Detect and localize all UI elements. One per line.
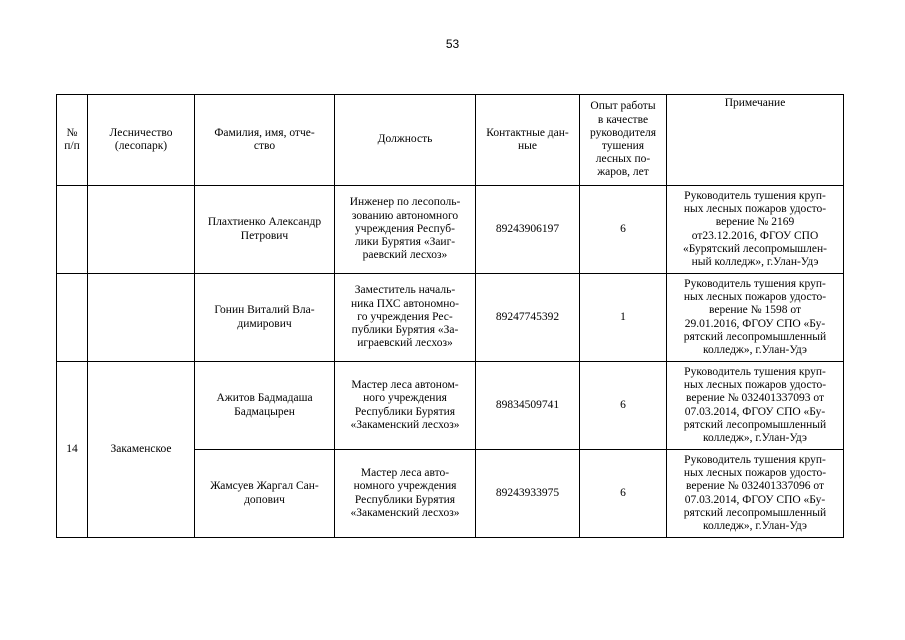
- row-position-cell: Мастер леса авто- номного учреждения Республики Бурятия «Закаменский лесхоз»: [335, 450, 476, 538]
- header-forestry: Лесничество (лесопарк): [88, 95, 195, 186]
- row-name-cell: Жамсуев Жаргал Сан- допович: [195, 450, 335, 538]
- table-header-row: [57, 95, 844, 186]
- table-row: [57, 186, 844, 274]
- row-number-cell: [57, 274, 88, 362]
- row-name-cell: Гонин Виталий Вла- димирович: [195, 274, 335, 362]
- row-note-cell: Руководитель тушения круп- ных лесных пожаров удосто- верение № 032401337096 от 07.03.2014, ФГОУ СПО «Бу- рятский лесопромышленный колледж», г.Улан-Удэ: [667, 450, 844, 538]
- row-number-cell: [57, 186, 88, 274]
- row-note-cell: Руководитель тушения круп- ных лесных пожаров удосто- верение № 032401337093 от 07.03.2014, ФГОУ СПО «Бу- рятский лесопромышленный колледж», г.Улан-Удэ: [667, 362, 844, 450]
- page-number: 53: [445, 37, 460, 51]
- forest-fire-managers-table: [56, 94, 844, 538]
- row-contact-cell: 89247745392: [476, 274, 580, 362]
- table-row: [57, 274, 844, 362]
- header-number: № п/п: [57, 95, 88, 186]
- row-forestry-cell: Закаменское: [88, 362, 195, 538]
- row-forestry-cell: [88, 274, 195, 362]
- header-experience: Опыт работы в качестве руководителя тушения лесных по- жаров, лет: [580, 95, 667, 186]
- row-position-cell: Мастер леса автоном- ного учреждения Республики Бурятия «Закаменский лесхоз»: [335, 362, 476, 450]
- row-position-cell: Инженер по лесополь- зованию автономного учреждения Респуб- лики Бурятия «Заиг- раевский лесхоз»: [335, 186, 476, 274]
- table-row: [57, 362, 844, 450]
- header-full-name: Фамилия, имя, отче- ство: [195, 95, 335, 186]
- row-experience-cell: 6: [580, 450, 667, 538]
- row-experience-cell: 6: [580, 186, 667, 274]
- row-contact-cell: 89243933975: [476, 450, 580, 538]
- row-name-cell: Ажитов Бадмадаша Бадмацырен: [195, 362, 335, 450]
- row-forestry-cell: [88, 186, 195, 274]
- row-position-cell: Заместитель началь- ника ПХС автономно- го учреждения Рес- публики Бурятия «За- играевский лесхоз»: [335, 274, 476, 362]
- header-note: Примечание: [667, 95, 844, 186]
- header-contact: Контактные дан- ные: [476, 95, 580, 186]
- row-note-cell: Руководитель тушения круп- ных лесных пожаров удосто- верение № 1598 от 29.01.2016, ФГОУ СПО «Бу- рятский лесопромышленный колледж», г.Улан-Удэ: [667, 274, 844, 362]
- row-experience-cell: 6: [580, 362, 667, 450]
- row-number-cell: 14: [57, 362, 88, 538]
- row-contact-cell: 89834509741: [476, 362, 580, 450]
- row-contact-cell: 89243906197: [476, 186, 580, 274]
- row-experience-cell: 1: [580, 274, 667, 362]
- row-note-cell: Руководитель тушения круп- ных лесных пожаров удосто- верение № 2169 от23.12.2016, ФГОУ СПО «Бурятский лесопромышлен- ный колледж», г.Улан-Удэ: [667, 186, 844, 274]
- header-position: Должность: [335, 95, 476, 186]
- row-name-cell: Плахтиенко Александр Петрович: [195, 186, 335, 274]
